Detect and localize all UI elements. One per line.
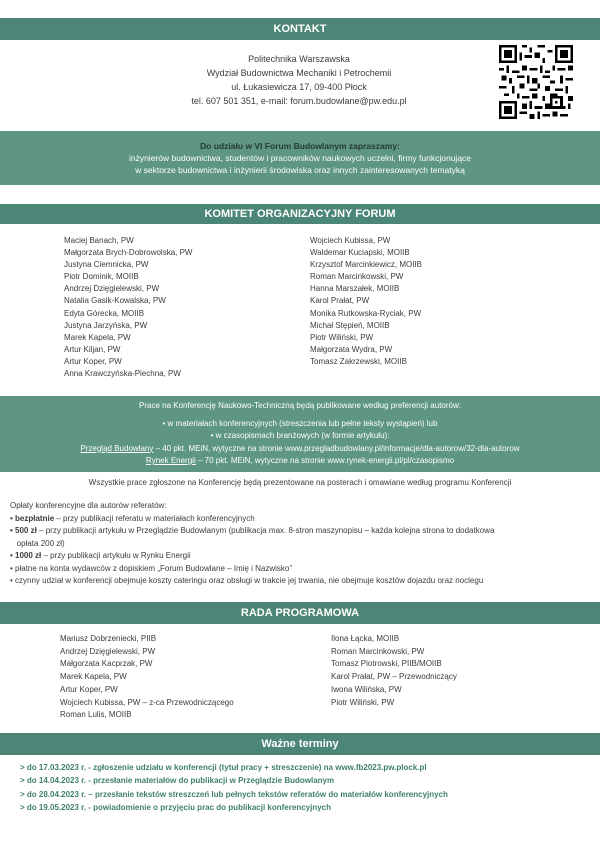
fee-text: – przy publikacji artykułu w Rynku Energii: [41, 551, 191, 560]
kontakt-block: [100, 52, 498, 108]
committee-member: Wojciech Kubissa, PW: [310, 236, 391, 245]
invite-line: inżynierów budownictwa, studentów i pracowników naukowych uczelni, firmy funkcjonujące: [128, 153, 472, 163]
program-member: Artur Koper, PW: [60, 684, 118, 694]
fee-text: opłata 200 zł): [10, 538, 65, 548]
committee-member: Krzysztof Marcinkiewicz, MOIIB: [310, 260, 423, 270]
invite-heading: Do udziału w VI Forum Budowlanym zapraszamy:: [200, 141, 400, 151]
committee-member: Hanna Marszałek, MOIIB: [310, 284, 400, 294]
journal-detail: – 40 pkt. MEiN, wytyczne na stronie www.przegladbudowlany.pl/informacje/dla-autorow/32-dla-autorow: [153, 443, 520, 453]
fee-text: – przy publikacji artykułu w Przeglądzie Budowlanym (publikacja max. 8-stron maszynopisu – każda kolejna strona to dodatkowa: [36, 526, 495, 535]
deadlines-list: [20, 761, 448, 814]
program-member: Marek Kapela, PW: [60, 672, 127, 682]
fee-item: [10, 513, 494, 526]
committee-col2: [310, 235, 422, 368]
fee-item: [10, 525, 494, 538]
journal-link-przeglad[interactable]: Przegląd Budowlany: [80, 443, 154, 453]
program-member: Karol Prałat, PW – Przewodniczący: [331, 672, 457, 682]
invite-line: w sektorze budownictwa i inżynierii środowiska oraz innych zainteresowanych tematyką: [135, 165, 465, 175]
publication-intro: Prace na Konferencję Naukowo-Techniczną będą publikowane według preferencji autorów:: [139, 401, 461, 410]
program-member: Roman Marcinkowski, PW: [331, 646, 425, 656]
fees-heading: Opłaty konferencyjne dla autorów referatów:: [10, 501, 167, 510]
fee-item: [10, 550, 494, 563]
committee-member: Justyna Jarzyńska, PW: [64, 320, 148, 330]
committee-member: Michał Stępień, MOIIB: [310, 320, 390, 330]
committee-col1: [64, 235, 192, 380]
program-col2: [331, 633, 457, 709]
publication-bullet: • w czasopismach branżowych (w formie artykułu):: [210, 431, 390, 440]
deadline-item: > do 28.04.2023 r. – przesłanie tekstów streszczeń lub pełnych tekstów referatów do materiałów konferencyjnych: [20, 789, 448, 799]
kontakt-line: tel. 607 501 351, e-mail: forum.budowlane@pw.edu.pl: [191, 96, 407, 106]
program-header: [0, 602, 600, 624]
deadlines-title: Ważne terminy: [261, 738, 339, 750]
journal-link-rynek[interactable]: Rynek Energii: [145, 456, 196, 465]
fee-text: • płatne na konta wydawców z dopiskiem „Forum Budowlane – Imię i Nazwisko”: [10, 563, 293, 573]
committee-member: Waldemar Kuciapski, MOIIB: [310, 248, 410, 258]
fees-block: [10, 500, 494, 588]
committee-member: Piotr Dominik, MOIIB: [64, 272, 139, 282]
deadline-item: > do 17.03.2023 r. - zgłoszenie udziału w konferencji (tytuł pracy + streszczenie) na www.fb2023.pw.plock.pl: [20, 763, 427, 772]
posters-note: Wszystkie prace zgłoszone na Konferencję będą prezentowane na posterach i omawiane według programu Konferencji: [88, 478, 512, 487]
program-member: Mariusz Dobrzeniecki, PIIB: [60, 634, 157, 643]
committee-member: Piotr Wiliński, PW: [310, 332, 374, 342]
program-member: Małgorzata Kacprzak, PW: [60, 659, 153, 669]
journal-line-2: [0, 455, 600, 468]
program-title: RADA PROGRAMOWA: [240, 607, 360, 619]
journal-line-1: [0, 443, 600, 456]
committee-member: Natalia Gasik-Kowalska, PW: [64, 296, 166, 306]
committee-member: Roman Marcinkowski, PW: [310, 272, 404, 282]
committee-member: Monika Rutkowska-Ryciak, PW: [310, 308, 422, 318]
publication-band: [0, 396, 600, 472]
fee-item: [10, 538, 494, 551]
kontakt-header: [0, 18, 600, 40]
committee-member: Edyta Górecka, MOIIB: [64, 308, 145, 318]
committee-header: [0, 204, 600, 224]
fee-label: • bezpłatnie: [10, 513, 55, 523]
fee-text: – przy publikacji referatu w materiałach konferencyjnych: [54, 513, 255, 523]
program-member: Piotr Wiliński, PW: [331, 697, 395, 707]
program-member: Tomasz Piotrowski, PIIB/MOIIB: [331, 659, 442, 669]
committee-member: Andrzej Dzięgielewski, PW: [64, 284, 160, 294]
committee-member: Małgorzata Brych-Dobrowolska, PW: [64, 248, 193, 258]
deadline-item: > do 19.05.2023 r. - powiadomienie o przyjęciu prac do publikacji konferencyjnych: [20, 802, 331, 812]
committee-member: Artur Koper, PW: [64, 356, 122, 366]
kontakt-line: Politechnika Warszawska: [248, 54, 350, 64]
program-member: Ilona Łącka, MOIIB: [331, 634, 400, 643]
kontakt-line: ul. Łukasiewicza 17, 09-400 Płock: [231, 82, 367, 92]
program-member: Wojciech Kubissa, PW – z-ca Przewodniczącego: [60, 697, 234, 707]
fee-label: • 500 zł: [10, 526, 37, 535]
publication-bullet: • w materiałach konferencyjnych (streszczenia lub pełne teksty wystąpień) lub: [162, 418, 438, 428]
deadline-item: > do 14.04.2023 r. - przesłanie materiałów do publikacji w Przeglądzie Budowlanym: [20, 776, 335, 786]
committee-title: KOMITET ORGANIZACYJNY FORUM: [204, 208, 396, 220]
program-member: Iwona Wilińska, PW: [331, 684, 402, 694]
fee-text: • czynny udział w konferencji obejmuje koszty cateringu oraz obsługi w trakcie jej trwania, nie obejmuje kosztów dojazdu oraz noclegu: [10, 576, 484, 585]
committee-member: Anna Krawczyńska-Piechna, PW: [64, 369, 181, 379]
committee-member: Tomasz Zakrzewski, MOIIB: [310, 356, 407, 366]
program-member: Roman Lulis, MOIIB: [60, 710, 132, 720]
invite-band: [0, 131, 600, 185]
fee-item: [10, 575, 494, 588]
committee-member: Artur Kiljan, PW: [64, 344, 121, 354]
committee-member: Maciej Banach, PW: [64, 236, 134, 245]
program-member: Andrzej Dzięgielewski, PW: [60, 646, 156, 656]
committee-member: Justyna Ciemnicka, PW: [64, 260, 149, 270]
deadlines-header: [0, 733, 600, 755]
fee-item: [10, 563, 494, 576]
program-col1: [60, 633, 234, 722]
journal-detail: – 70 pkt. MEiN, wytyczne na stronie www.rynek-energii.pl/pl/czasopismo: [195, 456, 455, 465]
kontakt-line: Wydział Budownictwa Mechaniki i Petrochemii: [206, 68, 392, 78]
committee-member: Karol Prałat, PW: [310, 296, 370, 306]
committee-member: Małgorzata Wydra, PW: [310, 344, 393, 354]
kontakt-title: KONTAKT: [273, 23, 327, 35]
qr-code-icon: [499, 45, 573, 119]
committee-member: Marek Kapela, PW: [64, 332, 131, 342]
fee-label: • 1000 zł: [10, 551, 42, 560]
